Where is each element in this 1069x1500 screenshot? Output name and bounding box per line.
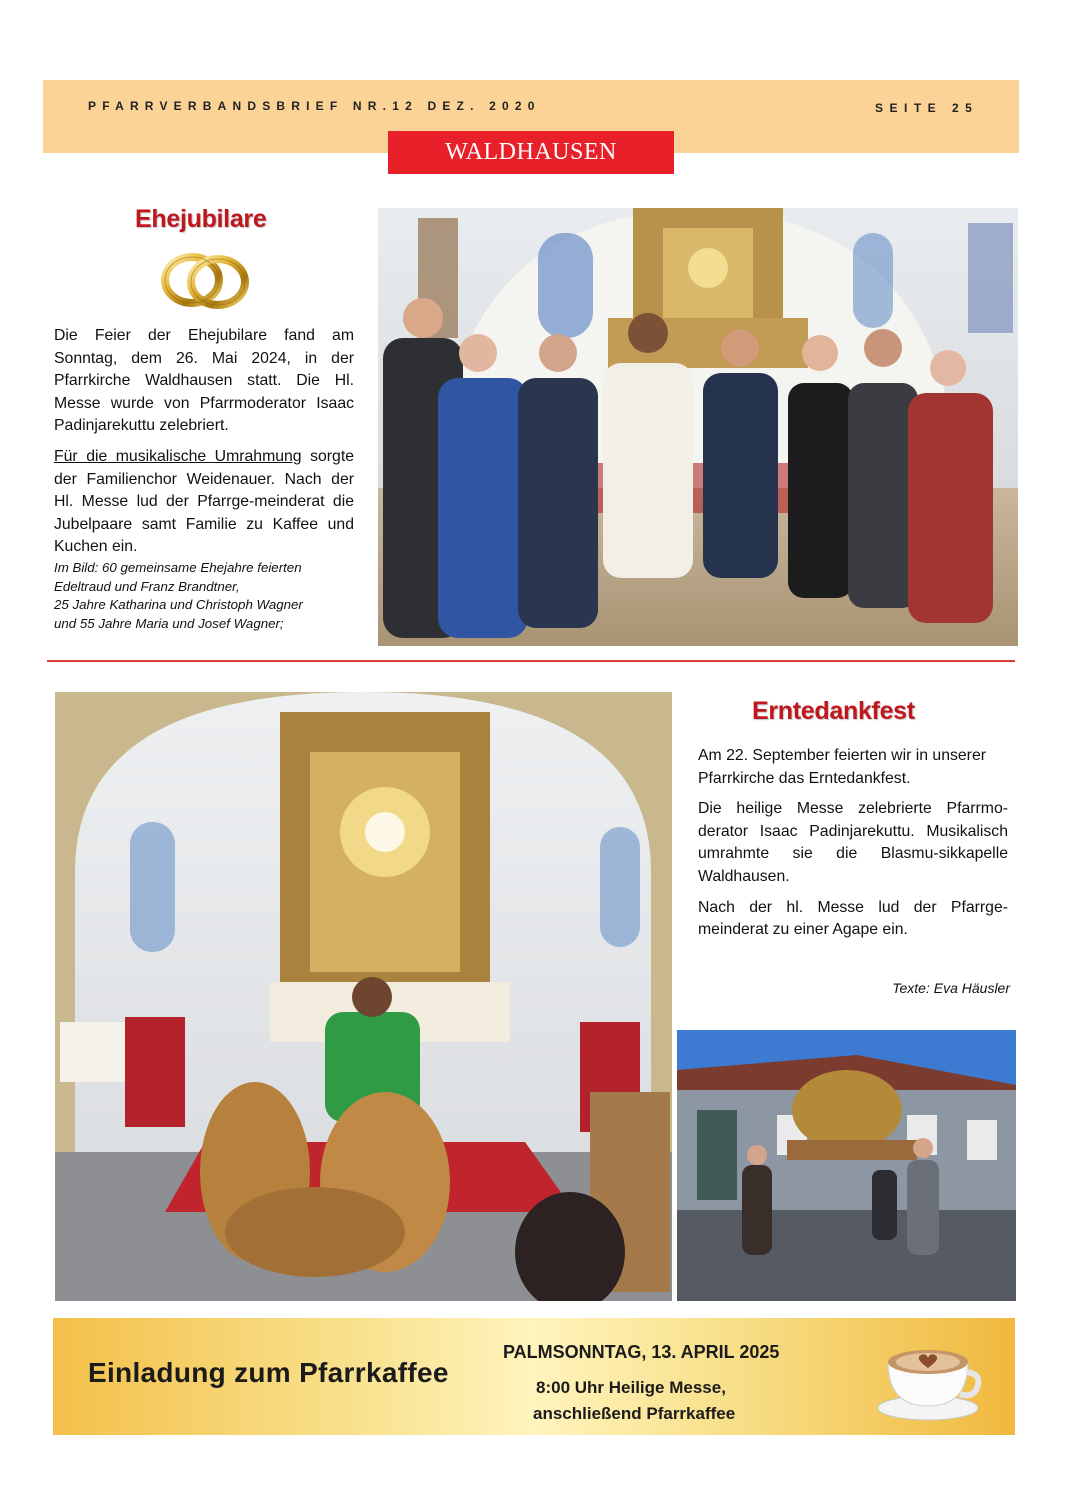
text-credit: Texte: Eva Häusler	[892, 980, 1010, 996]
harvest-procession-photo	[677, 1030, 1016, 1301]
erntedankfest-paragraph-2: Die heilige Messe zelebrierte Pfarrmo-derator Isaac Padinjarekuttu. Musikalisch umrahmte sie die Blasmu-sikkapelle Waldhausen.	[698, 800, 1008, 885]
erntedankfest-paragraph-1: Am 22. September feierten wir in unserer Pfarrkirche das Erntedankfest.	[698, 747, 986, 787]
jubilee-couples-photo	[378, 208, 1018, 646]
caption-line: Edeltraud und Franz Brandtner,	[54, 578, 240, 594]
ehejubilare-paragraph-2	[54, 446, 354, 559]
caption-line: und 55 Jahre Maria und Josef Wagner;	[54, 615, 284, 631]
section-title: WALDHAUSEN	[388, 131, 674, 174]
page-number: SEITE 25	[875, 101, 979, 115]
erntedankfest-title: Erntedankfest	[752, 697, 915, 725]
photo-caption	[54, 559, 364, 633]
section-divider	[47, 660, 1015, 662]
caption-line: 25 Jahre Katharina und Christoph Wagner	[54, 597, 303, 613]
erntedankfest-paragraph-3: Nach der hl. Messe lud der Pfarrge-meinderat zu einer Agape ein.	[698, 898, 1008, 939]
ehejubilare-article	[54, 325, 354, 567]
coffee-cup-icon	[876, 1332, 986, 1422]
ehejubilare-title: Ehejubilare	[135, 205, 267, 233]
invitation-mass-time: 8:00 Uhr Heilige Messe,	[536, 1378, 726, 1397]
wedding-rings-icon	[156, 248, 254, 310]
invitation-date: PALMSONNTAG, 13. APRIL 2025	[503, 1342, 780, 1362]
invitation-followup: anschließend Pfarrkaffee	[533, 1404, 736, 1423]
ehejubilare-paragraph-2-rest: sorgte der Familienchor Weidenauer. Nach der Hl. Messe lud der Pfarrge-meinderat die Jubelpaare samt Familie zu Kaffee und Kuchen ein.	[54, 447, 355, 556]
erntedankfest-article	[698, 745, 1008, 950]
ehejubilare-paragraph-1: Die Feier der Ehejubilare fand am Sonntag, dem 26. Mai 2024, in der Pfarrkirche Waldhausen statt. Die Hl. Messe wurde von Pfarrmoderator Isaac Padinjarekuttu zelebriert.	[54, 327, 354, 435]
ehejubilare-underlined-text: Für die musikalische Umrahmung	[54, 447, 302, 465]
harvest-altar-photo	[55, 692, 672, 1301]
caption-line: Im Bild: 60 gemeinsame Ehejahre feierten	[54, 560, 302, 575]
invitation-title: Einladung zum Pfarrkaffee	[88, 1357, 449, 1388]
newsletter-issue: PFARRVERBANDSBRIEF NR.12 DEZ. 2020	[88, 99, 541, 113]
